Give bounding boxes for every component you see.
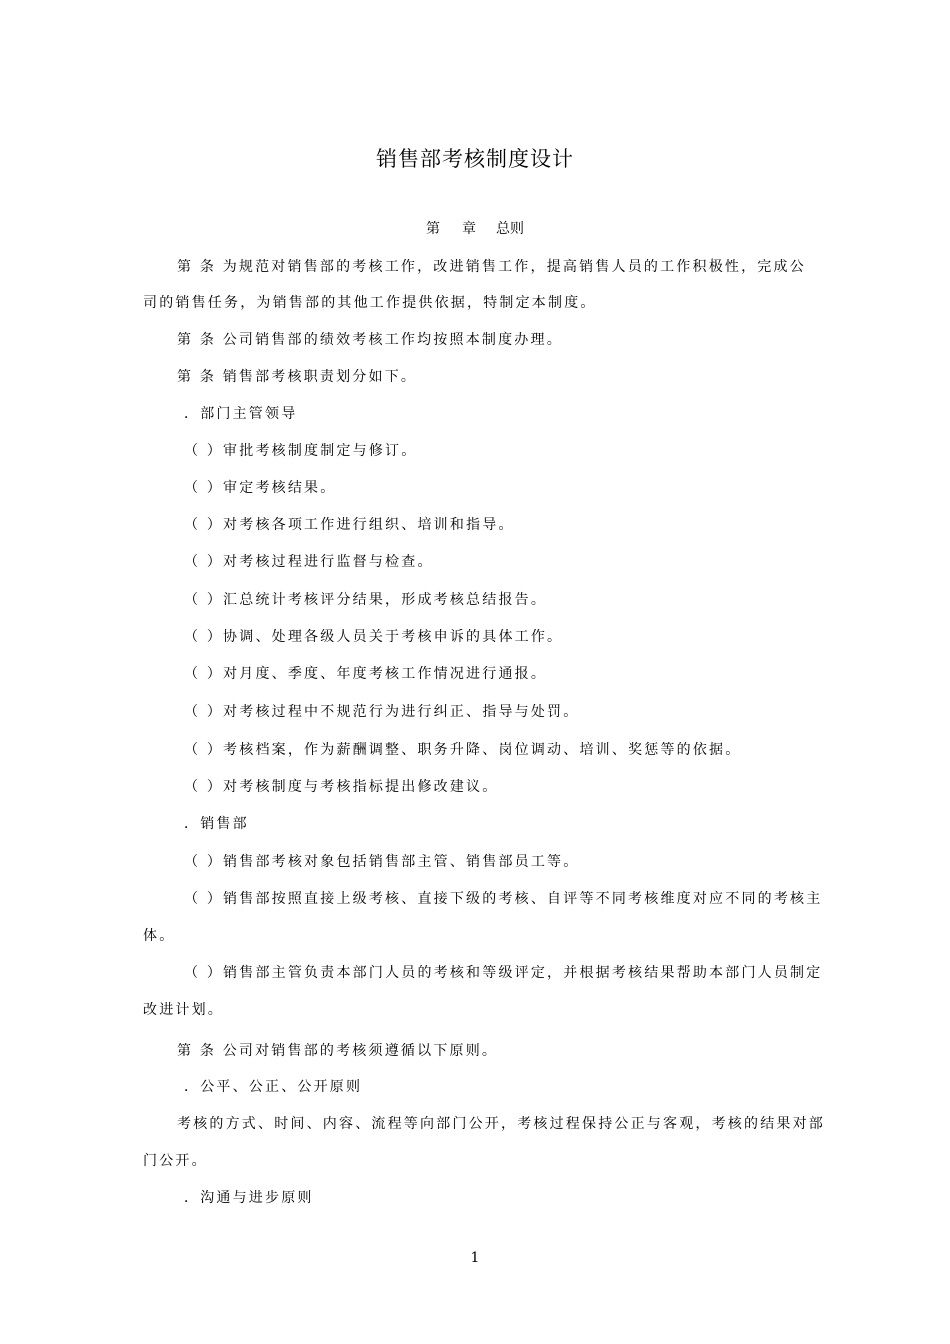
article-1-line-2: 司的销售任务，为销售部的其他工作提供依据，特制定本制度。	[143, 295, 597, 311]
article-2: 第 条 公司销售部的绩效考核工作均按照本制度办理。	[177, 332, 563, 348]
list-item: （ ）对考核过程进行监督与检查。	[184, 554, 434, 570]
list-item: （ ）考核档案，作为薪酬调整、职务升降、岗位调动、培训、奖惩等的依据。	[184, 742, 742, 758]
section-fairness: ．公平、公正、公开原则	[184, 1079, 363, 1095]
list-item-continuation: 改进计划。	[143, 1002, 224, 1018]
section-sales-dept: ．销售部	[184, 816, 249, 832]
paragraph-line-2: 门公开。	[143, 1153, 208, 1169]
section-dept-head: ．部门主管领导	[184, 406, 298, 422]
list-item: （ ）对考核制度与考核指标提出修改建议。	[184, 779, 499, 795]
chapter-name: 总则	[496, 221, 524, 237]
list-item: （ ）审批考核制度制定与修订。	[184, 443, 418, 459]
article-1-line-1: 第 条 为规范对销售部的考核工作，改进销售工作，提高销售人员的工作积极性，完成公	[177, 259, 806, 275]
list-item: （ ）对月度、季度、年度考核工作情况进行通报。	[184, 666, 548, 682]
list-item: （ ）协调、处理各级人员关于考核申诉的具体工作。	[184, 629, 564, 645]
list-item: （ ）销售部按照直接上级考核、直接下级的考核、自评等不同考核维度对应不同的考核主	[184, 891, 823, 907]
list-item: （ ）审定考核结果。	[184, 480, 337, 496]
page-number: 1	[470, 1250, 480, 1266]
list-item: （ ）销售部考核对象包括销售部主管、销售部员工等。	[184, 854, 580, 870]
list-item: （ ）对考核各项工作进行组织、培训和指导。	[184, 517, 515, 533]
list-item: （ ）汇总统计考核评分结果，形成考核总结报告。	[184, 592, 548, 608]
article-4: 第 条 公司对销售部的考核须遵循以下原则。	[177, 1043, 499, 1059]
chapter-di: 第	[426, 221, 440, 237]
article-3: 第 条 销售部考核职责划分如下。	[177, 369, 418, 385]
list-item-continuation: 体。	[143, 928, 176, 944]
chapter-heading	[0, 218, 950, 238]
document-title: 销售部考核制度设计	[376, 147, 574, 171]
list-item: （ ）销售部主管负责本部门人员的考核和等级评定，并根据考核结果帮助本部门人员制定	[184, 965, 823, 981]
chapter-zhang: 章	[462, 221, 476, 237]
list-item: （ ）对考核过程中不规范行为进行纠正、指导与处罚。	[184, 704, 580, 720]
section-communication: ．沟通与进步原则	[184, 1190, 314, 1206]
paragraph-line-1: 考核的方式、时间、内容、流程等向部门公开，考核过程保持公正与客观，考核的结果对部	[177, 1116, 825, 1132]
